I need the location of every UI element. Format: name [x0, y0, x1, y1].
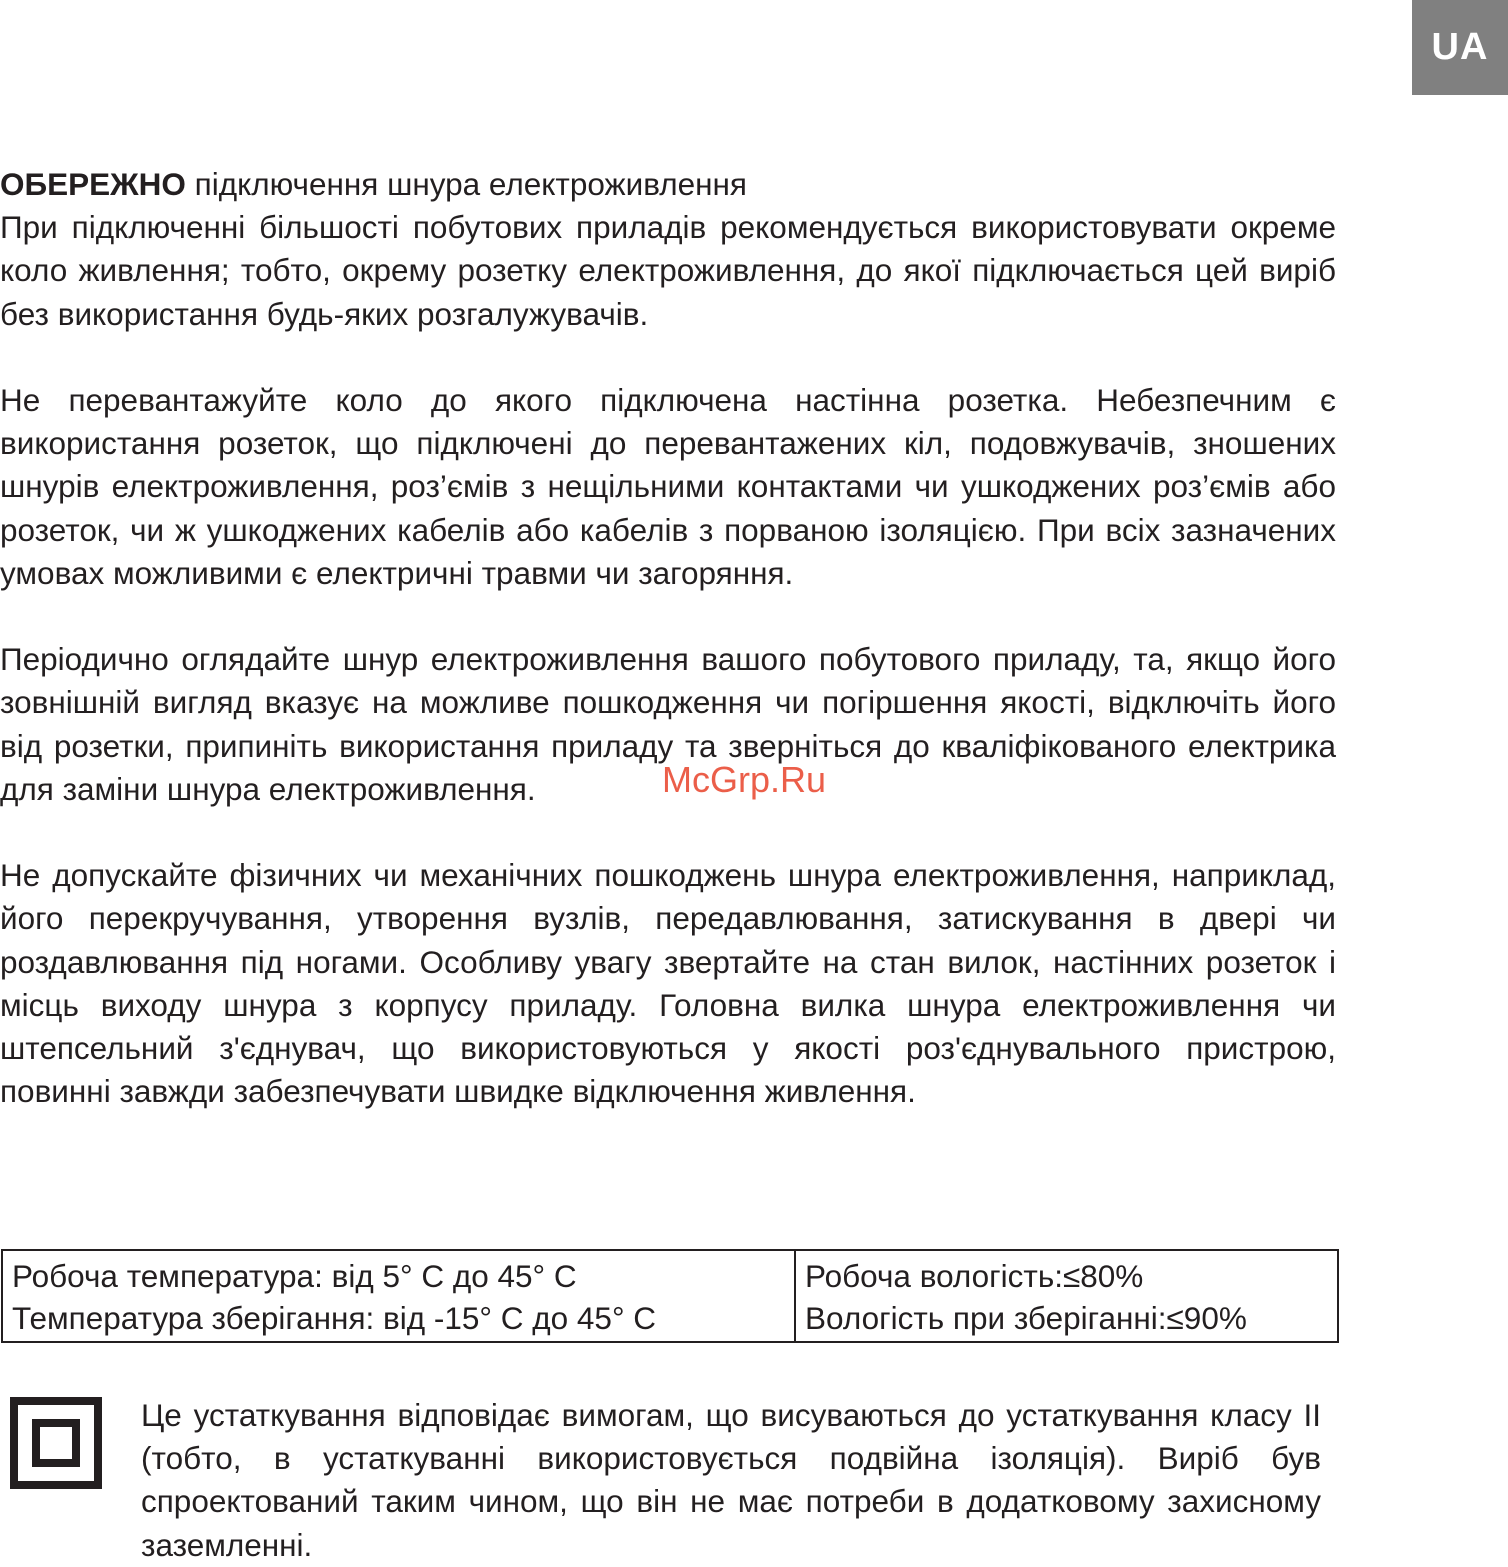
- specs-table: [1, 1249, 1339, 1343]
- class2-description: Це устаткування відповідає вимогам, що висуваються до устаткування класу II (тобто, в устаткуванні використовується подвійна ізоляція). Виріб був спроектований таким чином, що він не має потреби в додатковому захисному заземленні.: [141, 1397, 1321, 1563]
- paragraph-avoid-damage: Не допускайте фізичних чи механічних пошкоджень шнура електроживлення, наприклад, його перекручування, утворення вузлів, передавлювання, затискування в двері чи роздавлювання під ногами. Особливу увагу звертайте на стан вилок, настінних розеток і місць виходу шнура з корпусу приладу. Головна вилка шнура електроживлення чи штепсельний з'єднувач, що використовуються у якості роз'єднувального пристрою, повинні завжди забезпечувати швидке відключення живлення.: [0, 857, 1336, 1110]
- double-insulation-icon: [10, 1397, 102, 1489]
- paragraph-power-cord-caution: [0, 163, 1336, 336]
- document-body: [0, 163, 1336, 1157]
- operating-humidity: Робоча вологість:≤80%: [805, 1258, 1144, 1294]
- watermark: McGrp.Ru: [662, 759, 827, 800]
- table-row: [2, 1250, 1338, 1342]
- paragraph-inspect-cord: Періодично оглядайте шнур електроживлення вашого побутового приладу, та, якщо його зовнішній вигляд вказує на можливе пошкодження чи погіршення якості, відключіть його від розетки, припиніть використання приладу та зверніться до кваліфікованого електрика для заміни шнура електроживлення.: [0, 641, 1336, 807]
- language-tab: UA: [1412, 0, 1508, 95]
- storage-humidity: Вологість при зберіганні:≤90%: [805, 1300, 1247, 1336]
- caution-heading: [0, 163, 1336, 206]
- humidity-cell: [795, 1250, 1338, 1342]
- caution-body: При підключенні більшості побутових приладів рекомендується використовувати окреме коло живлення; тобто, окрему розетку електроживлення, до якої підключається цей виріб без використання будь-яких розгалужувачів.: [0, 209, 1336, 332]
- paragraph-overload: Не перевантажуйте коло до якого підключена настінна розетка. Небезпечним є використання розеток, що підключені до перевантажених кіл, подовжувачів, зношених шнурів електроживлення, роз’ємів з нещільними контактами чи ушкоджених роз’ємів або розеток, чи ж ушкоджених кабелів або кабелів з порваною ізоляцією. При всіх зазначених умовах можливими є електричні травми чи загоряння.: [0, 382, 1336, 591]
- caution-label: ОБЕРЕЖНО: [0, 166, 186, 202]
- storage-temperature: Температура зберігання: від -15° С до 45° С: [12, 1300, 657, 1336]
- operating-temperature: Робоча температура: від 5° С до 45° С: [12, 1258, 577, 1294]
- temperature-cell: [2, 1250, 795, 1342]
- caution-subject: підключення шнура електроживлення: [185, 166, 747, 202]
